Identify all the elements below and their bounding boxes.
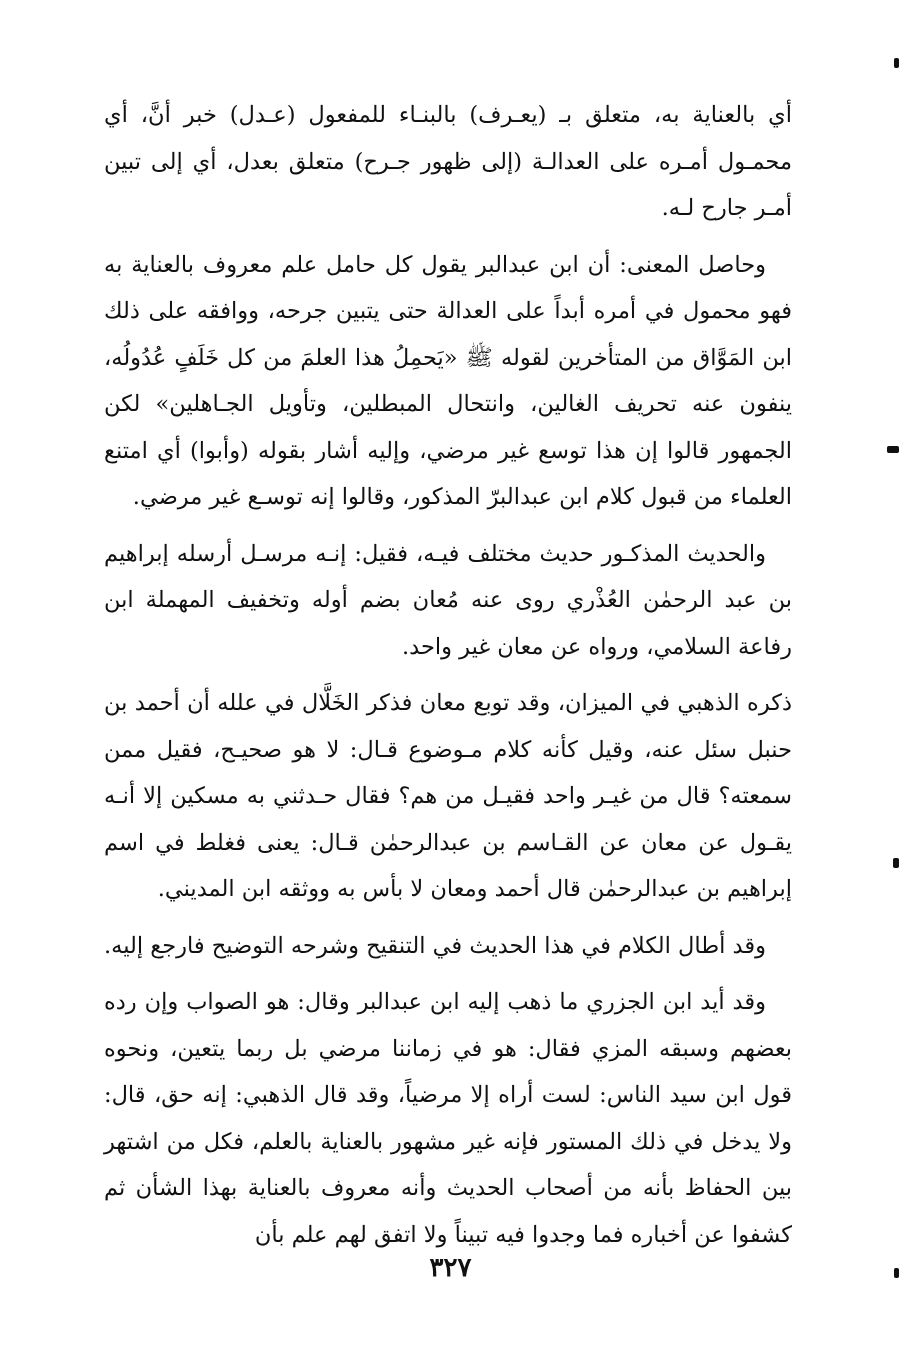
scan-edge-mark [887,446,899,453]
body-text [104,92,792,1268]
paragraph-2: وحاصل المعنى: أن ابن عبدالبر يقول كل حامل علم معروف بالعناية به فهو محمول في أمره أبداً على العدالة حتى يتبين جرحه، ووافقه على ذلك ابن المَوَّاق من المتأخرين لقوله ﷺ «يَحمِلُ هذا العلمَ من كل خَلَفٍ عُدُولُه، ينفون عنه تحريف الغالين، وانتحال المبطلين، وتأويل الجـاهلين» لكن الجمهور قالوا إن هذا توسع غير مرضي، وإليه أشار بقوله (وأبوا) أي امتنع العلماء من قبول كلام ابن عبدالبرّ المذكور، وقالوا إنه توسـع غير مرضي. [104,251,792,510]
paragraph-1: أي بالعناية به، متعلق بـ (يعـرف) بالبنـاء للمفعول (عـدل) خبر أنَّ، أي محمـول أمـره على العدالـة (إلى ظهور جـرح) متعلق بعدل، أي إلى تبين أمـر جارح لـه. [104,102,792,221]
scan-edge-mark [894,58,899,68]
paragraph-3: والحديث المذكـور حديث مختلف فيـه، فقيل: إنـه مرسـل أرسله إبراهيم بن عبد الرحمٰن العُذْري روى عنه مُعان بضم أوله وتخفيف المهملة ابن رفاعة السلامي، ورواه عن معان غير واحد. [104,540,792,660]
scan-edge-mark [893,858,899,868]
scan-edge-mark [894,1268,899,1278]
paragraph-5: وقد أطال الكلام في هذا الحديث في التنقيح وشرحه التوضيح فارجع إليه. [104,932,766,959]
paragraph-4: ذكره الذهبي في الميزان، وقد توبع معان فذكر الخَلَّال في علله أن أحمد بن حنبل سئل عنه، وقيل كأنه كلام مـوضوع قـال: لا هو صحيـح، فقيل ممن سمعته؟ قال من غيـر واحد فقيـل من هم؟ فقال حـدثني به مسكين إلا أنـه يقـول عن معان عن القـاسم بن عبدالرحمٰن قـال: يعنى فغلط في اسم إبراهيم بن عبدالرحمٰن قال أحمد ومعان لا بأس به ووثقه ابن المديني. [104,690,792,902]
page-number: ٣٢٧ [429,1253,472,1283]
paragraph-6: وقد أيد ابن الجزري ما ذهب إليه ابن عبدالبر وقال: هو الصواب وإن رده بعضهم وسبقه المزي فقال: هو في زماننا مرضي بل ربما يتعين، ونحوه قول ابن سيد الناس: لست أراه إلا مرضياً، وقد قال الذهبي: إنه حق، قال: ولا يدخل في ذلك المستور فإنه غير مشهور بالعناية بالعلم، فكل من اشتهر بين الحفاظ بأنه من أصحاب الحديث وأنه معروف بالعناية بهذا الشأن ثم كشفوا عن أخباره فما وجدوا فيه تبيناً ولا اتفق لهم علم بأن [104,989,792,1248]
